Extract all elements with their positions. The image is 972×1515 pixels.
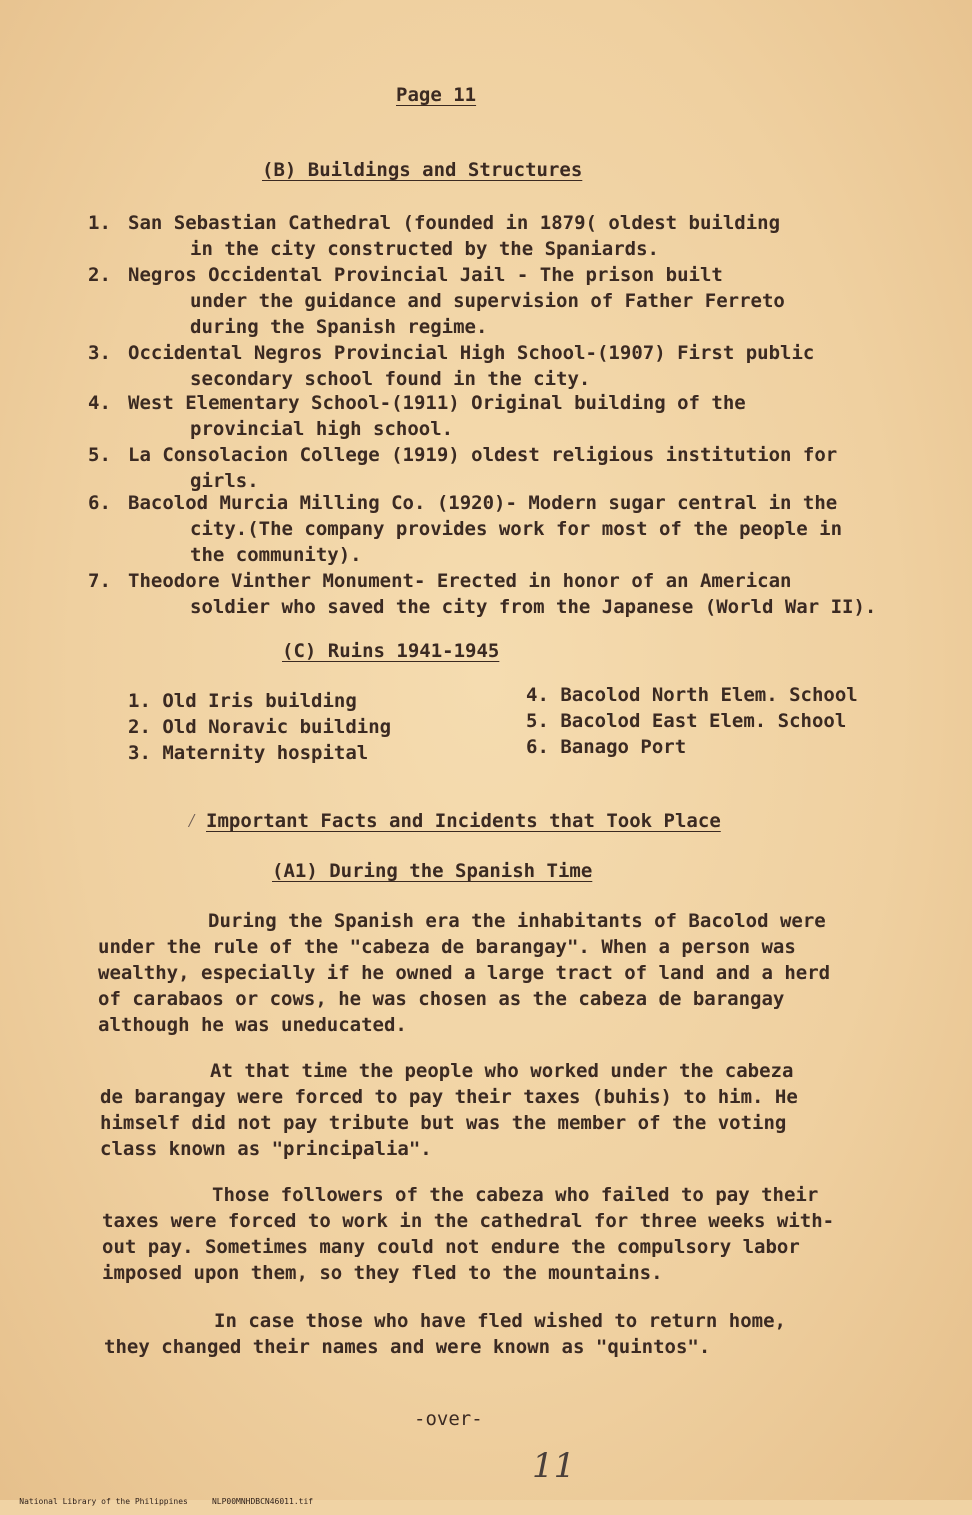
item-line: La Consolacion College (1919) oldest religious institution for — [128, 444, 838, 466]
item-number: 5. — [88, 444, 111, 466]
item-line: under the guidance and supervision of Father Ferreto — [190, 290, 785, 312]
checkmark-icon: ⁄ — [186, 810, 198, 832]
list-item: 2. Old Noravic building — [128, 716, 392, 738]
paragraph-line: During the Spanish era the inhabitants of Bacolod were — [208, 910, 826, 932]
item-number: 1. — [88, 212, 111, 234]
paragraph-line: of carabaos or cows, he was chosen as the cabeza de barangay — [98, 988, 785, 1010]
archive-footer — [0, 1488, 313, 1515]
paragraph-line: they changed their names and were known as "quintos". — [104, 1336, 711, 1358]
list-item: 5. Bacolod East Elem. School — [526, 710, 847, 732]
list-item: 3. Maternity hospital — [128, 742, 369, 764]
item-line: in the city constructed by the Spaniards. — [190, 238, 659, 260]
item-number: 6. — [88, 492, 111, 514]
facts-heading: Important Facts and Incidents that Took Place — [206, 810, 721, 832]
facts-subheading: (A1) During the Spanish Time — [272, 860, 593, 882]
list-item: 1. Old Iris building — [128, 690, 357, 712]
list-item: 4. Bacolod North Elem. School — [526, 684, 858, 706]
page-label: Page 11 — [396, 84, 477, 106]
item-line: Bacolod Murcia Milling Co. (1920)- Modern sugar central in the — [128, 492, 838, 514]
item-line: the community). — [190, 544, 362, 566]
item-line: San Sebastian Cathedral (founded in 1879( oldest building — [128, 212, 781, 234]
item-line: Occidental Negros Provincial High School-(1907) First public — [128, 342, 815, 364]
over-marker: -over- — [414, 1408, 483, 1430]
paragraph-line: At that time the people who worked under the cabeza — [210, 1060, 794, 1082]
paragraph-line: imposed upon them, so they fled to the mountains. — [102, 1262, 663, 1284]
item-line: West Elementary School-(1911) Original building of the — [128, 392, 746, 414]
item-number: 7. — [88, 570, 111, 592]
item-line: provincial high school. — [190, 418, 454, 440]
paragraph-line: although he was uneducated. — [98, 1014, 407, 1036]
paragraph-line: under the rule of the "cabeza de barangay". When a person was — [98, 936, 796, 958]
item-number: 2. — [88, 264, 111, 286]
item-line: during the Spanish regime. — [190, 316, 488, 338]
item-number: 4. — [88, 392, 111, 414]
paragraph-line: himself did not pay tribute but was the member of the voting — [100, 1112, 787, 1134]
file-id: NLP00MNHDBCN46011.tif — [211, 1497, 314, 1506]
item-line: Theodore Vinther Monument- Erected in honor of an American — [128, 570, 792, 592]
item-number: 3. — [88, 342, 111, 364]
paragraph-line: class known as "principalia". — [100, 1138, 432, 1160]
list-item: 6. Banago Port — [526, 736, 687, 758]
section-b-heading: (B) Buildings and Structures — [262, 159, 583, 181]
paragraph-line: wealthy, especially if he owned a large tract of land and a herd — [98, 962, 831, 984]
item-line: secondary school found in the city. — [190, 368, 591, 390]
paragraph-line: de barangay were forced to pay their taxes (buhis) to him. He — [100, 1086, 798, 1108]
item-line: Negros Occidental Provincial Jail - The prison built — [128, 264, 723, 286]
paragraph-line: In case those who have fled wished to return home, — [214, 1310, 786, 1332]
library-name: National Library of the Philippines — [19, 1497, 188, 1506]
item-line: girls. — [190, 470, 259, 492]
item-line: city.(The company provides work for most of the people in — [190, 518, 843, 540]
section-c-heading: (C) Ruins 1941-1945 — [282, 640, 500, 662]
item-line: soldier who saved the city from the Japanese (World War II). — [190, 596, 877, 618]
paragraph-line: Those followers of the cabeza who failed to pay their — [212, 1184, 819, 1206]
paragraph-line: out pay. Sometimes many could not endure the compulsory labor — [102, 1236, 800, 1258]
handwritten-page-number: 11 — [532, 1446, 576, 1486]
paragraph-line: taxes were forced to work in the cathedral for three weeks with- — [102, 1210, 835, 1232]
